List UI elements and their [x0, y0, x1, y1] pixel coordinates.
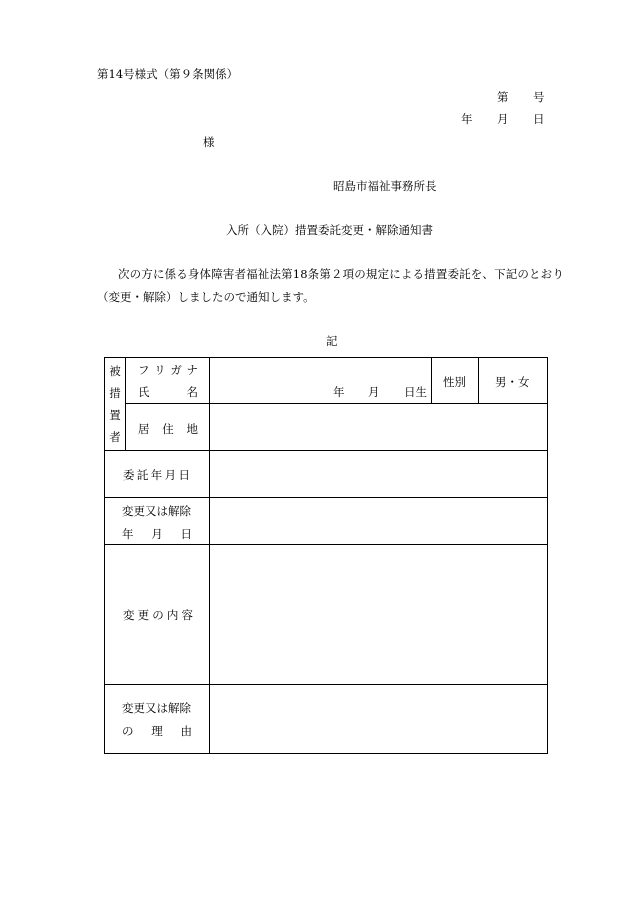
change-date-char-3: 日 — [180, 527, 192, 541]
subject-char-1: 被 — [109, 364, 121, 378]
change-date-char-2: 月 — [151, 527, 163, 541]
furigana-char-1: フ — [138, 363, 150, 377]
change-content-char-1: 変 — [123, 608, 135, 622]
subject-label — [104, 363, 126, 445]
name-label — [138, 384, 198, 400]
entrust-char-5: 日 — [178, 468, 190, 482]
change-date-label-line2 — [122, 526, 192, 542]
address-value-field[interactable] — [209, 403, 548, 451]
issuer: 昭島市福祉事務所長 — [333, 179, 437, 193]
entrust-date-field[interactable] — [209, 450, 548, 498]
gender-options: 男・女 — [495, 375, 530, 389]
body-text-line1: 次の方に係る身体障害者福祉法第18条第２項の規定による措置委託を、下記のとおり — [118, 267, 564, 281]
change-content-label — [123, 607, 193, 623]
body-text-line2: （変更・解除）しましたので通知します。 — [97, 290, 315, 304]
reason-char-2: 理 — [151, 724, 163, 738]
subject-char-3: 置 — [109, 408, 121, 422]
subject-char-4: 者 — [109, 430, 121, 444]
gender-label: 性別 — [443, 375, 466, 389]
form-number: 第14号様式（第９条関係） — [97, 67, 239, 81]
furigana-label — [138, 362, 198, 378]
entrust-char-1: 委 — [123, 468, 135, 482]
furigana-char-4: ナ — [186, 363, 198, 377]
change-content-field[interactable] — [209, 544, 548, 685]
name-char-2: 名 — [186, 385, 198, 399]
birth-month-label: 月 — [368, 385, 380, 399]
change-content-char-2: 更 — [137, 608, 150, 622]
reason-char-3: 由 — [180, 724, 192, 738]
reason-label-line2 — [122, 723, 192, 739]
reason-label-line1: 変更又は解除 — [122, 701, 191, 715]
document-number-suffix: 号 — [533, 90, 545, 104]
document-title: 入所（入院）措置委託変更・解除通知書 — [226, 223, 433, 237]
entrust-char-3: 年 — [150, 468, 163, 482]
furigana-char-2: リ — [154, 363, 166, 377]
address-char-3: 地 — [186, 422, 198, 436]
entrust-date-label — [123, 467, 190, 483]
date-year: 年 — [461, 112, 473, 126]
date-day: 日 — [533, 112, 545, 126]
ki-label: 記 — [326, 334, 338, 348]
address-char-1: 居 — [138, 422, 150, 436]
furigana-char-3: ガ — [170, 363, 182, 377]
addressee-suffix: 様 — [203, 135, 215, 149]
address-char-2: 住 — [162, 422, 174, 436]
reason-char-1: の — [122, 724, 134, 738]
reason-label-cell — [104, 684, 210, 754]
name-char-1: 氏 — [138, 385, 150, 399]
document-number-prefix: 第 — [497, 90, 509, 104]
change-content-char-5: 容 — [181, 608, 193, 622]
birth-day-label: 日生 — [404, 385, 427, 399]
change-date-field[interactable] — [209, 497, 548, 545]
date-month: 月 — [497, 112, 509, 126]
change-date-char-1: 年 — [122, 527, 134, 541]
name-value-field[interactable] — [209, 357, 432, 404]
entrust-char-2: 託 — [136, 468, 149, 482]
change-content-char-3: の — [152, 608, 164, 622]
birth-year-label: 年 — [333, 385, 345, 399]
address-label — [138, 421, 198, 437]
change-date-label-line1: 変更又は解除 — [122, 504, 191, 518]
reason-field[interactable] — [209, 684, 548, 754]
subject-char-2: 措 — [109, 386, 121, 400]
entrust-char-4: 月 — [164, 468, 177, 482]
change-content-char-4: 内 — [166, 608, 179, 622]
